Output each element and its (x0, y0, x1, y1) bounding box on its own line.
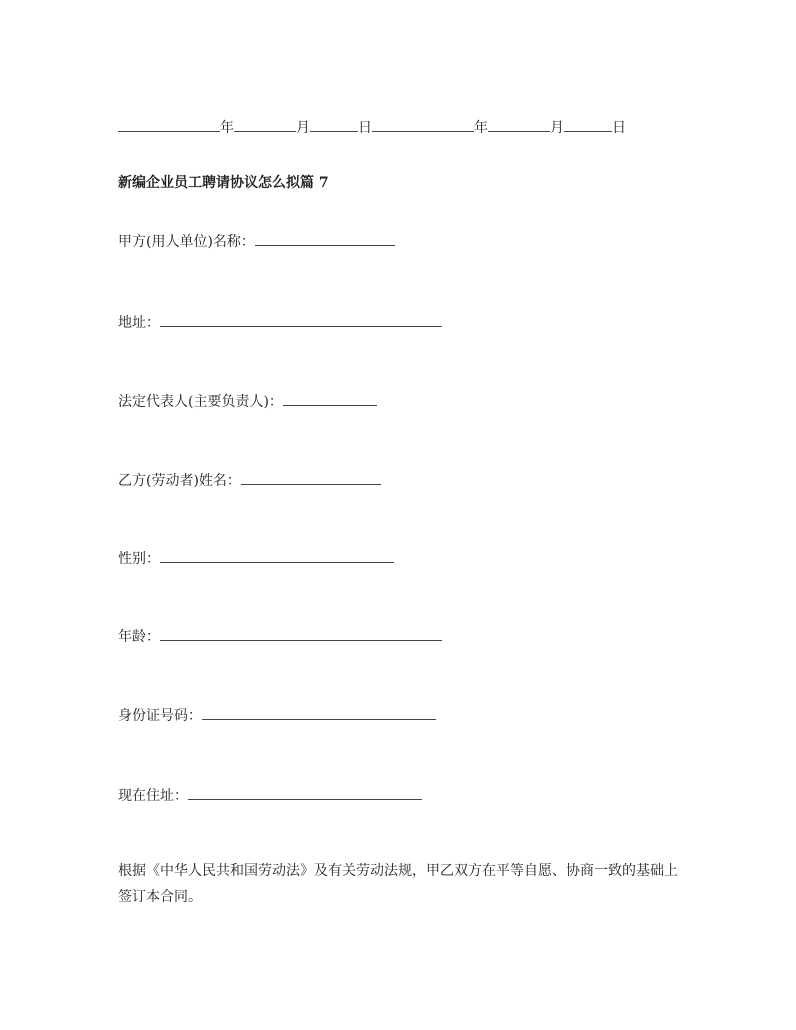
year-label-2: 年 (474, 120, 488, 136)
blank-year-1 (118, 118, 220, 132)
intro-paragraph: 根据《中华人民共和国劳动法》及有关劳动法规，甲乙双方在平等自愿、协商一致的基础上签订本合同。 (118, 863, 678, 905)
address-label: 地址： (118, 315, 160, 331)
address-blank (160, 313, 442, 327)
gender-row (118, 549, 394, 569)
day-label-1: 日 (358, 120, 372, 136)
age-blank (160, 627, 442, 641)
party-b-name-label: 乙方(劳动者)姓名： (118, 473, 241, 489)
gender-blank (160, 549, 394, 563)
party-b-name-row (118, 471, 381, 491)
legal-rep-label: 法定代表人(主要负责人)： (118, 394, 283, 410)
legal-rep-blank (283, 392, 377, 406)
age-label: 年龄： (118, 629, 160, 645)
age-row (118, 627, 442, 647)
current-address-label: 现在住址： (118, 788, 188, 804)
month-label-1: 月 (296, 120, 310, 136)
party-a-name-label: 甲方(用人单位)名称： (118, 234, 255, 250)
blank-month-1 (234, 118, 296, 132)
blank-day-2 (564, 118, 612, 132)
id-number-blank (202, 706, 436, 720)
party-b-name-blank (241, 471, 381, 485)
section-heading: 新编企业员工聘请协议怎么拟篇 7 (118, 175, 329, 191)
year-label-1: 年 (220, 120, 234, 136)
signature-date-line (118, 118, 626, 138)
blank-month-2 (488, 118, 550, 132)
gender-label: 性别： (118, 551, 160, 567)
current-address-row (118, 786, 422, 806)
party-a-name-blank (255, 232, 395, 246)
id-number-row (118, 706, 436, 726)
legal-rep-row (118, 392, 377, 412)
party-a-name-row (118, 232, 395, 252)
day-label-2: 日 (612, 120, 626, 136)
id-number-label: 身份证号码： (118, 708, 202, 724)
blank-day-1 (310, 118, 358, 132)
month-label-2: 月 (550, 120, 564, 136)
address-row (118, 313, 442, 333)
current-address-blank (188, 786, 422, 800)
blank-year-2 (372, 118, 474, 132)
